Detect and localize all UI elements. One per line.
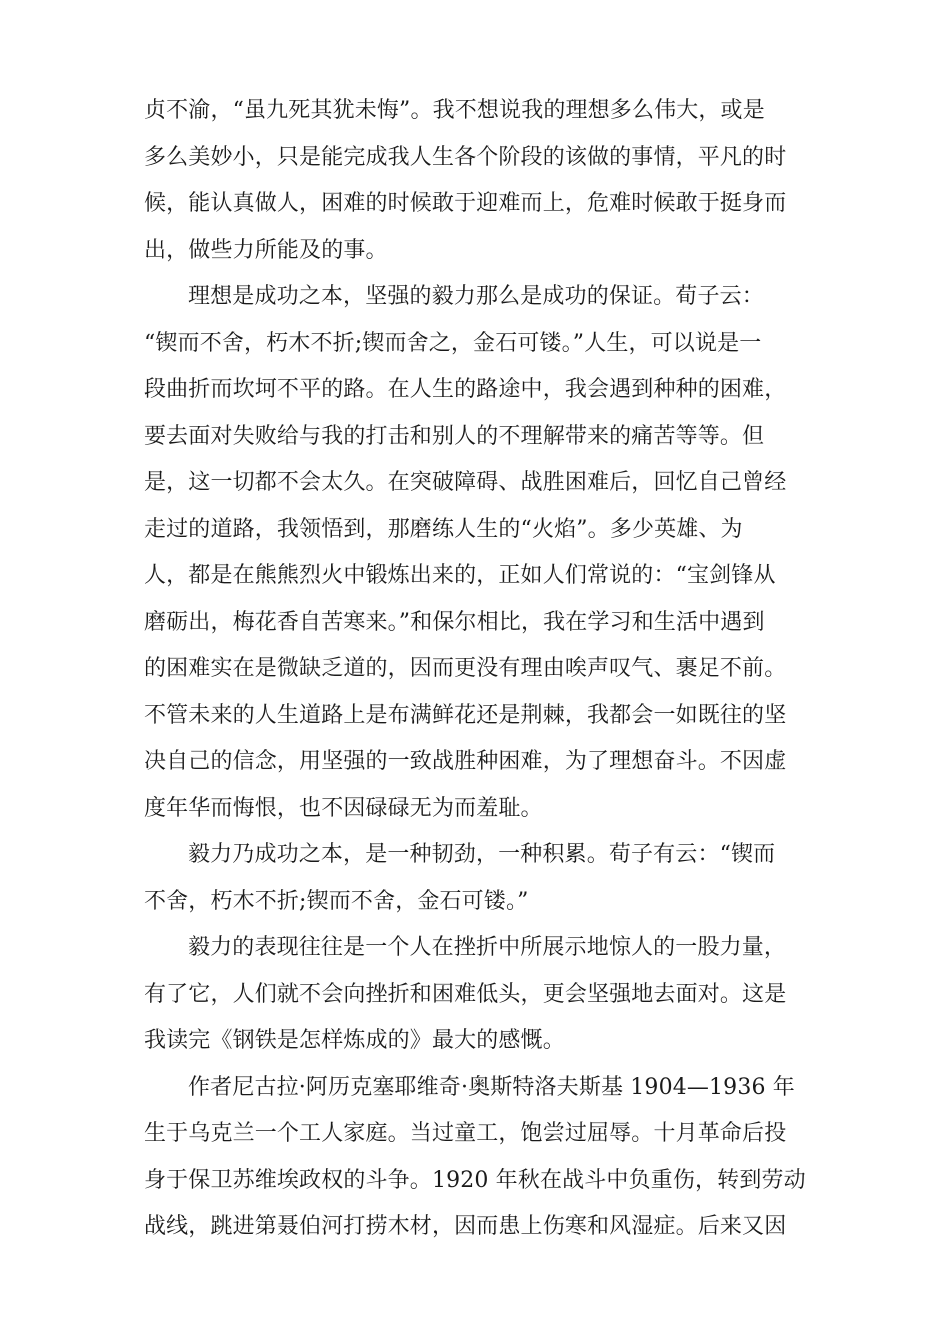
- paragraph-start-line: 毅力乃成功之本，是一种韧劲，一种积累。荀子有云：“锲而: [188, 842, 776, 867]
- text-line: 不管未来的人生道路上是布满鲜花还是荆棘，我都会一如既往的坚: [144, 702, 787, 728]
- text-line: 度年华而悔恨，也不因碌碌无为而羞耻。: [144, 795, 543, 821]
- text-line: 磨砺出，梅花香自苦寒来。”和保尔相比，我在学习和生活中遇到: [144, 609, 765, 635]
- text-line: 贞不渝，“虽九死其犹未悔”。我不想说我的理想多么伟大，或是: [144, 98, 765, 123]
- text-line: 生于乌克兰一个工人家庭。当过童工，饱尝过屈辱。十月革命后投: [144, 1121, 787, 1146]
- text-line: 出，做些力所能及的事。: [144, 237, 388, 263]
- paragraph-start-line: 毅力的表现往往是一个人在挫折中所展示地惊人的一股力量，: [188, 935, 787, 960]
- text-line: “锲而不舍，朽木不折;锲而舍之，金石可镂。”人生，可以说是一: [144, 330, 762, 356]
- text-line: 走过的道路，我领悟到，那磨练人生的“火焰”。多少英雄、为: [144, 516, 743, 542]
- paragraph-start-line: 作者尼古拉·阿历克塞耶维奇·奥斯特洛夫斯基 1904—1936 年: [188, 1074, 795, 1100]
- text-line: 要去面对失败给与我的打击和别人的不理解带来的痛苦等等。但: [144, 423, 765, 449]
- paragraph-start-line: 理想是成功之本，坚强的毅力那么是成功的保证。荀子云：: [188, 284, 764, 309]
- text-line: 决自己的信念，用坚强的一致战胜种困难，为了理想奋斗。不因虚: [144, 749, 787, 774]
- text-line: 的困难实在是微缺乏道的，因而更没有理由唉声叹气、裹足不前。: [144, 656, 787, 681]
- text-line: 是，这一切都不会太久。在突破障碍、战胜困难后，回忆自己曾经: [144, 470, 787, 495]
- text-line: 我读完《钢铁是怎样炼成的》最大的感慨。: [144, 1028, 565, 1053]
- text-line: 段曲折而坎坷不平的路。在人生的路途中，我会遇到种种的困难，: [144, 377, 787, 402]
- document-body: [144, 88, 808, 1251]
- text-line: 多么美妙小，只是能完成我人生各个阶段的该做的事情，平凡的时: [144, 144, 787, 170]
- text-line: 候，能认真做人，困难的时候敢于迎难而上，危难时候敢于挺身而: [144, 191, 787, 216]
- text-line: 不舍，朽木不折;锲而不舍，金石可镂。”: [144, 888, 529, 914]
- text-line: 人，都是在熊熊烈火中锻炼出来的，正如人们常说的：“宝剑锋从: [144, 563, 776, 588]
- text-line: 有了它，人们就不会向挫折和困难低头，更会坚强地去面对。这是: [144, 981, 787, 1007]
- text-line: 战线，跳进第聂伯河打捞木材，因而患上伤寒和风湿症。后来又因: [144, 1214, 787, 1239]
- text-line: 身于保卫苏维埃政权的斗争。1920 年秋在战斗中负重伤，转到劳动: [144, 1167, 806, 1193]
